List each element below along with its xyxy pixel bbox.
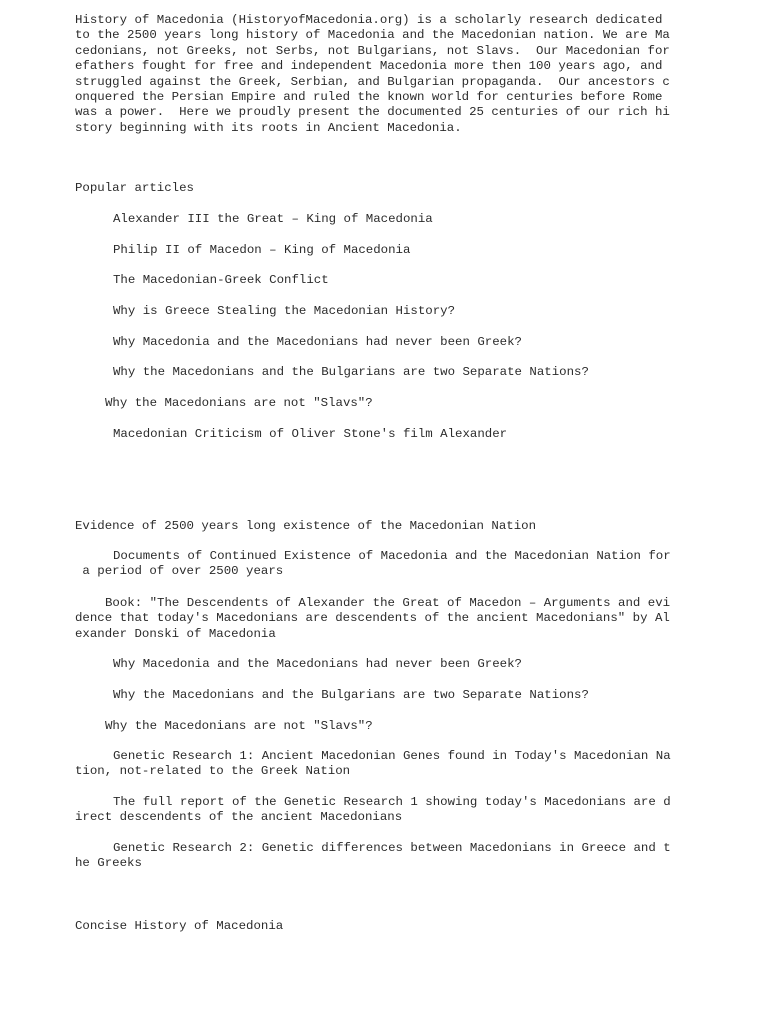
link-line: Genetic Research 1: Ancient Macedonian Genes found in Today's Macedonian Na [113, 749, 671, 763]
evidence-link-genetic-1[interactable] [75, 749, 671, 780]
evidence-link-separate-nations[interactable]: Why the Macedonians and the Bulgarians are two Separate Nations? [113, 688, 589, 702]
intro-paragraph [75, 13, 670, 136]
link-line: Documents of Continued Existence of Macedonia and the Macedonian Nation for [113, 549, 671, 563]
evidence-link-never-greek[interactable]: Why Macedonia and the Macedonians had never been Greek? [113, 657, 522, 671]
evidence-link-genetic-2[interactable] [75, 841, 671, 872]
link-line: irect descendents of the ancient Macedonians [75, 810, 403, 825]
intro-line: to the 2500 years long history of Macedonia and the Macedonian nation. We are Ma [75, 28, 670, 43]
intro-line: efathers fought for free and independent Macedonia more then 100 years ago, and [75, 59, 663, 74]
article-link-conflict[interactable]: The Macedonian-Greek Conflict [113, 273, 329, 287]
link-line: he Greeks [75, 856, 142, 871]
intro-line: History of Macedonia (HistoryofMacedonia.org) is a scholarly research dedicated [75, 13, 663, 27]
intro-line: onquered the Persian Empire and ruled the known world for centuries before Rome [75, 89, 663, 104]
link-line: dence that today's Macedonians are descendents of the ancient Macedonians" by Al [75, 611, 670, 626]
evidence-link-book[interactable] [75, 596, 670, 642]
link-line: Genetic Research 2: Genetic differences between Macedonians in Greece and t [113, 841, 671, 855]
intro-line: cedonians, not Greeks, not Serbs, not Bulgarians, not Slavs. Our Macedonian for [75, 43, 670, 58]
article-link-stealing-history[interactable]: Why is Greece Stealing the Macedonian History? [113, 304, 456, 318]
evidence-link-documents[interactable] [75, 549, 671, 580]
link-line: The full report of the Genetic Research 1 showing today's Macedonians are d [113, 795, 671, 809]
article-link-oliver-stone[interactable]: Macedonian Criticism of Oliver Stone's film Alexander [113, 427, 508, 441]
article-link-not-slavs[interactable]: Why the Macedonians are not "Slavs"? [105, 396, 373, 410]
article-link-separate-nations[interactable]: Why the Macedonians and the Bulgarians are two Separate Nations? [113, 365, 589, 379]
link-line: exander Donski of Macedonia [75, 626, 276, 641]
article-link-philip[interactable]: Philip II of Macedon – King of Macedonia [113, 243, 411, 257]
link-line: tion, not-related to the Greek Nation [75, 764, 351, 779]
concise-history-heading: Concise History of Macedonia [75, 919, 284, 933]
evidence-link-not-slavs[interactable]: Why the Macedonians are not "Slavs"? [105, 719, 373, 733]
popular-articles-heading: Popular articles [75, 181, 194, 195]
intro-line: story beginning with its roots in Ancient Macedonia. [75, 120, 462, 135]
intro-line: was a power. Here we proudly present the documented 25 centuries of our rich hi [75, 105, 670, 120]
article-link-alexander[interactable]: Alexander III the Great – King of Macedonia [113, 212, 433, 226]
evidence-heading: Evidence of 2500 years long existence of the Macedonian Nation [75, 519, 537, 533]
intro-line: struggled against the Greek, Serbian, and Bulgarian propaganda. Our ancestors c [75, 74, 670, 89]
article-link-never-greek[interactable]: Why Macedonia and the Macedonians had never been Greek? [113, 335, 522, 349]
link-line: a period of over 2500 years [75, 564, 284, 579]
evidence-link-full-report[interactable] [75, 795, 671, 826]
link-line: Book: "The Descendents of Alexander the Great of Macedon – Arguments and evi [105, 596, 671, 610]
